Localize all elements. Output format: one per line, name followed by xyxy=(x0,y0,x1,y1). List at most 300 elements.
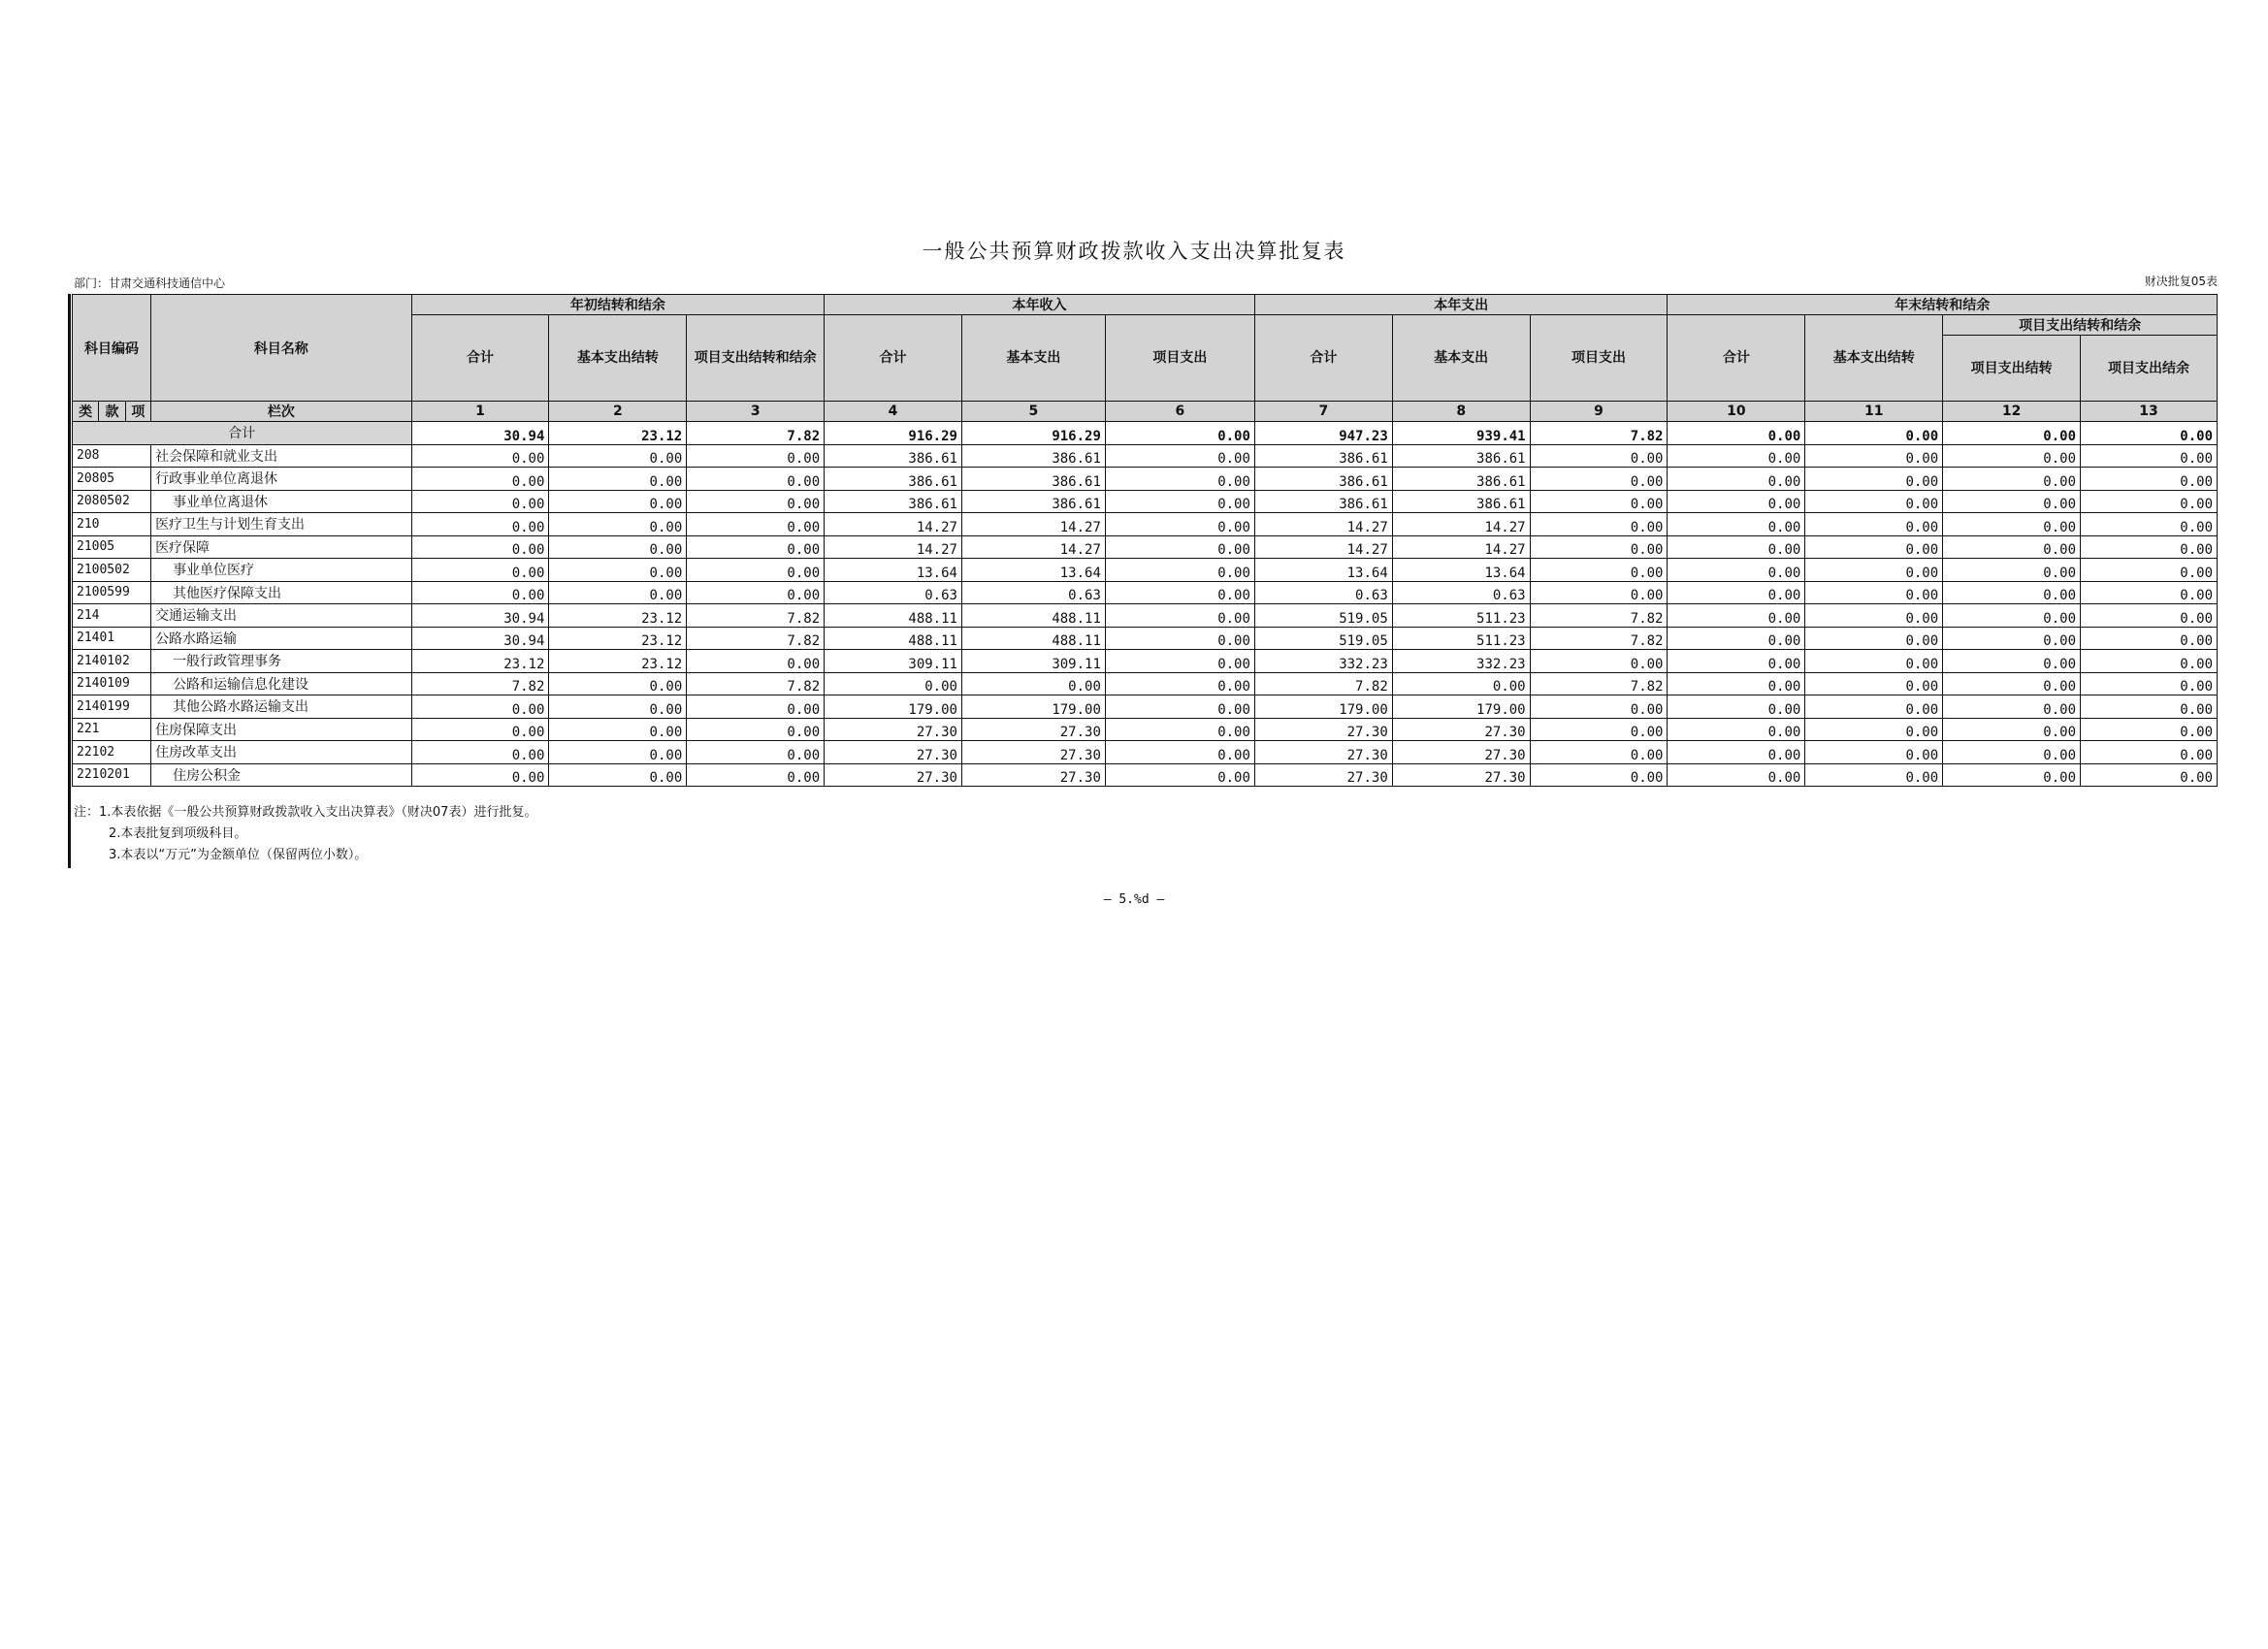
table-cell: 0.00 xyxy=(1668,604,1805,628)
table-cell: 0.00 xyxy=(1668,468,1805,491)
table-cell: 0.00 xyxy=(1530,581,1668,604)
table-row xyxy=(73,672,2218,695)
table-cell: 0.00 xyxy=(1105,468,1254,491)
table-cell: 27.30 xyxy=(961,741,1105,764)
table-cell: 0.00 xyxy=(549,581,687,604)
table-cell: 0.00 xyxy=(687,650,825,673)
table-row xyxy=(73,627,2218,650)
table-cell: 7.82 xyxy=(1530,604,1668,628)
col-index: 13 xyxy=(2081,402,2218,422)
opening-project-carry-header: 项目支出结转和结余 xyxy=(687,315,825,402)
table-cell: 179.00 xyxy=(1254,695,1392,719)
table-cell: 386.61 xyxy=(1392,468,1530,491)
table-cell: 0.00 xyxy=(1805,444,1943,468)
table-cell: 30.94 xyxy=(411,422,549,445)
table-cell: 0.00 xyxy=(2081,422,2218,445)
table-cell: 386.61 xyxy=(961,490,1105,513)
col-index: 7 xyxy=(1254,402,1392,422)
table-cell: 939.41 xyxy=(1392,422,1530,445)
subject-name: 一般行政管理事务 xyxy=(151,650,412,673)
table-cell: 0.00 xyxy=(1943,581,2081,604)
table-cell: 27.30 xyxy=(825,763,962,787)
subject-code: 221 xyxy=(73,718,151,741)
subject-name: 医疗保障 xyxy=(151,535,412,559)
table-cell: 0.00 xyxy=(549,695,687,719)
table-cell: 0.00 xyxy=(1668,581,1805,604)
table-cell: 7.82 xyxy=(687,672,825,695)
kuan-header: 款 xyxy=(99,402,125,422)
table-cell: 0.63 xyxy=(961,581,1105,604)
table-cell: 7.82 xyxy=(1530,627,1668,650)
subject-name: 公路水路运输 xyxy=(151,627,412,650)
table-cell: 0.00 xyxy=(1105,763,1254,787)
table-cell: 0.00 xyxy=(1105,718,1254,741)
table-cell: 0.00 xyxy=(687,535,825,559)
income-project-header: 项目支出 xyxy=(1105,315,1254,402)
table-cell: 0.00 xyxy=(549,444,687,468)
table-cell: 0.00 xyxy=(2081,468,2218,491)
table-cell: 0.00 xyxy=(1805,513,1943,536)
table-cell: 0.00 xyxy=(687,559,825,582)
table-cell: 0.00 xyxy=(1105,604,1254,628)
table-cell: 0.00 xyxy=(2081,741,2218,764)
table-cell: 386.61 xyxy=(961,444,1105,468)
lei-header: 类 xyxy=(73,402,99,422)
table-cell: 27.30 xyxy=(825,741,962,764)
table-cell: 0.00 xyxy=(2081,490,2218,513)
table-cell: 0.00 xyxy=(2081,695,2218,719)
table-cell: 386.61 xyxy=(1392,490,1530,513)
table-cell: 14.27 xyxy=(1254,535,1392,559)
subject-code: 2100502 xyxy=(73,559,151,582)
subject-name-header: 科目名称 xyxy=(151,295,412,402)
table-cell: 0.00 xyxy=(687,695,825,719)
table-cell: 0.00 xyxy=(1943,513,2081,536)
table-cell: 0.00 xyxy=(2081,513,2218,536)
table-row xyxy=(73,535,2218,559)
table-cell: 0.63 xyxy=(825,581,962,604)
table-row xyxy=(73,559,2218,582)
table-cell: 23.12 xyxy=(411,650,549,673)
table-cell: 179.00 xyxy=(1392,695,1530,719)
table-cell: 27.30 xyxy=(1254,763,1392,787)
table-cell: 27.30 xyxy=(1392,763,1530,787)
table-cell: 0.00 xyxy=(1943,422,2081,445)
col-index: 10 xyxy=(1668,402,1805,422)
table-cell: 13.64 xyxy=(1392,559,1530,582)
table-cell: 179.00 xyxy=(961,695,1105,719)
table-cell: 0.00 xyxy=(687,444,825,468)
table-cell: 309.11 xyxy=(961,650,1105,673)
table-row xyxy=(73,695,2218,719)
table-cell: 386.61 xyxy=(1254,468,1392,491)
table-cell: 0.00 xyxy=(1943,695,2081,719)
subject-code: 210 xyxy=(73,513,151,536)
table-cell: 386.61 xyxy=(825,490,962,513)
table-cell: 0.00 xyxy=(1668,490,1805,513)
table-cell: 519.05 xyxy=(1254,604,1392,628)
table-cell: 332.23 xyxy=(1392,650,1530,673)
table-cell: 309.11 xyxy=(825,650,962,673)
table-cell: 23.12 xyxy=(549,422,687,445)
table-cell: 0.00 xyxy=(549,468,687,491)
income-total-header: 合计 xyxy=(825,315,962,402)
table-cell: 27.30 xyxy=(1392,718,1530,741)
table-cell: 0.00 xyxy=(1105,741,1254,764)
subject-name: 事业单位离退休 xyxy=(151,490,412,513)
table-cell: 14.27 xyxy=(825,513,962,536)
table-cell: 386.61 xyxy=(961,468,1105,491)
closing-total-header: 合计 xyxy=(1668,315,1805,402)
subject-code: 2100599 xyxy=(73,581,151,604)
subject-code-header: 科目编码 xyxy=(73,295,151,402)
table-cell: 0.00 xyxy=(1668,422,1805,445)
table-cell: 0.00 xyxy=(1668,672,1805,695)
table-cell: 27.30 xyxy=(961,763,1105,787)
table-cell: 0.00 xyxy=(687,763,825,787)
table-cell: 0.00 xyxy=(1805,695,1943,719)
table-cell: 7.82 xyxy=(1254,672,1392,695)
subject-name: 社会保障和就业支出 xyxy=(151,444,412,468)
table-cell: 27.30 xyxy=(825,718,962,741)
table-cell: 0.00 xyxy=(1530,718,1668,741)
lanci-header: 栏次 xyxy=(151,402,412,422)
table-cell: 0.00 xyxy=(1943,741,2081,764)
table-row xyxy=(73,763,2218,787)
table-cell: 0.00 xyxy=(1943,650,2081,673)
table-cell: 0.00 xyxy=(411,718,549,741)
table-cell: 0.00 xyxy=(1530,468,1668,491)
page-title: 一般公共预算财政拨款收入支出决算批复表 xyxy=(922,240,1346,263)
table-cell: 0.00 xyxy=(549,535,687,559)
table-cell: 0.00 xyxy=(549,559,687,582)
table-cell: 0.00 xyxy=(1105,513,1254,536)
table-cell: 0.00 xyxy=(1668,444,1805,468)
table-cell: 0.00 xyxy=(1805,718,1943,741)
table-row xyxy=(73,650,2218,673)
table-cell: 0.00 xyxy=(1805,422,1943,445)
footnotes xyxy=(74,802,536,866)
subject-code: 2080502 xyxy=(73,490,151,513)
footnote: 注：1.本表依据《一般公共预算财政拨款收入支出决算表》（财决07表）进行批复。 xyxy=(74,805,537,820)
subject-name: 住房公积金 xyxy=(151,763,412,787)
table-cell: 0.00 xyxy=(411,468,549,491)
table-cell: 0.00 xyxy=(825,672,962,695)
table-cell: 0.00 xyxy=(2081,535,2218,559)
table-cell: 23.12 xyxy=(549,627,687,650)
total-row xyxy=(73,422,2218,445)
table-cell: 947.23 xyxy=(1254,422,1392,445)
table-cell: 0.00 xyxy=(411,513,549,536)
table-row xyxy=(73,741,2218,764)
col-index: 12 xyxy=(1943,402,2081,422)
table-cell: 0.00 xyxy=(1943,718,2081,741)
table-cell: 14.27 xyxy=(961,513,1105,536)
table-cell: 0.00 xyxy=(549,513,687,536)
table-cell: 7.82 xyxy=(687,422,825,445)
table-cell: 0.00 xyxy=(411,559,549,582)
table-cell: 7.82 xyxy=(687,604,825,628)
table-body xyxy=(73,422,2218,787)
table-cell: 0.00 xyxy=(1530,490,1668,513)
table-cell: 0.00 xyxy=(1105,650,1254,673)
col-index: 2 xyxy=(549,402,687,422)
table-row xyxy=(73,718,2218,741)
table-cell: 27.30 xyxy=(1254,741,1392,764)
table-cell: 0.00 xyxy=(1668,718,1805,741)
table-cell: 0.00 xyxy=(1105,627,1254,650)
table-cell: 23.12 xyxy=(549,604,687,628)
table-cell: 511.23 xyxy=(1392,604,1530,628)
table-cell: 14.27 xyxy=(1254,513,1392,536)
col-index: 5 xyxy=(961,402,1105,422)
table-cell: 179.00 xyxy=(825,695,962,719)
table-cell: 511.23 xyxy=(1392,627,1530,650)
table-cell: 0.00 xyxy=(411,444,549,468)
table-cell: 386.61 xyxy=(825,468,962,491)
annual-income-group: 本年收入 xyxy=(825,295,1255,315)
table-cell: 0.00 xyxy=(1668,695,1805,719)
table-cell: 7.82 xyxy=(687,627,825,650)
table-cell: 30.94 xyxy=(411,627,549,650)
table-cell: 30.94 xyxy=(411,604,549,628)
table-cell: 0.00 xyxy=(1668,741,1805,764)
table-cell: 0.63 xyxy=(1254,581,1392,604)
closing-project-group: 项目支出结转和结余 xyxy=(1943,315,2218,336)
table-cell: 0.00 xyxy=(1530,444,1668,468)
table-cell: 0.00 xyxy=(1805,650,1943,673)
footnote: 2.本表批复到项级科目。 xyxy=(109,826,247,841)
table-cell: 0.00 xyxy=(1530,513,1668,536)
subject-code: 214 xyxy=(73,604,151,628)
table-cell: 0.00 xyxy=(1530,741,1668,764)
table-cell: 14.27 xyxy=(961,535,1105,559)
subject-name: 其他公路水路运输支出 xyxy=(151,695,412,719)
table-cell: 14.27 xyxy=(1392,535,1530,559)
total-label: 合计 xyxy=(73,422,412,445)
subject-code: 2140102 xyxy=(73,650,151,673)
table-cell: 7.82 xyxy=(411,672,549,695)
table-cell: 386.61 xyxy=(1254,490,1392,513)
opening-total-header: 合计 xyxy=(411,315,549,402)
table-row xyxy=(73,444,2218,468)
subject-name: 事业单位医疗 xyxy=(151,559,412,582)
expense-total-header: 合计 xyxy=(1254,315,1392,402)
table-cell: 0.00 xyxy=(1805,741,1943,764)
table-cell: 916.29 xyxy=(825,422,962,445)
table-cell: 0.00 xyxy=(411,581,549,604)
table-row xyxy=(73,468,2218,491)
table-cell: 7.82 xyxy=(1530,672,1668,695)
table-cell: 14.27 xyxy=(825,535,962,559)
opening-basic-carry-header: 基本支出结转 xyxy=(549,315,687,402)
table-cell: 7.82 xyxy=(1530,422,1668,445)
table-cell: 0.00 xyxy=(2081,718,2218,741)
subject-code: 2210201 xyxy=(73,763,151,787)
table-cell: 0.00 xyxy=(1943,444,2081,468)
table-cell: 0.00 xyxy=(549,672,687,695)
table-cell: 0.00 xyxy=(1392,672,1530,695)
subject-name: 公路和运输信息化建设 xyxy=(151,672,412,695)
table-row xyxy=(73,604,2218,628)
table-cell: 0.00 xyxy=(687,741,825,764)
table-cell: 27.30 xyxy=(1392,741,1530,764)
table-cell: 0.00 xyxy=(1805,604,1943,628)
table-cell: 0.00 xyxy=(961,672,1105,695)
table-cell: 0.00 xyxy=(1105,444,1254,468)
table-row xyxy=(73,513,2218,536)
table-cell: 0.00 xyxy=(1943,672,2081,695)
page-number: — 5.%d — xyxy=(1103,892,1165,907)
table-cell: 27.30 xyxy=(1254,718,1392,741)
table-cell: 0.00 xyxy=(411,741,549,764)
table-cell: 27.30 xyxy=(961,718,1105,741)
subject-name: 住房改革支出 xyxy=(151,741,412,764)
table-cell: 0.63 xyxy=(1392,581,1530,604)
table-cell: 0.00 xyxy=(1105,581,1254,604)
table-cell: 0.00 xyxy=(1805,468,1943,491)
table-cell: 0.00 xyxy=(1530,763,1668,787)
table-cell: 0.00 xyxy=(2081,650,2218,673)
table-cell: 0.00 xyxy=(1943,604,2081,628)
footnote: 3.本表以“万元”为金额单位（保留两位小数）。 xyxy=(109,848,368,862)
table-cell: 0.00 xyxy=(411,763,549,787)
table-cell: 0.00 xyxy=(1943,627,2081,650)
table-cell: 0.00 xyxy=(687,581,825,604)
table-cell: 0.00 xyxy=(1668,535,1805,559)
table-cell: 0.00 xyxy=(1805,581,1943,604)
table-cell: 0.00 xyxy=(1805,559,1943,582)
table-cell: 0.00 xyxy=(411,535,549,559)
table-cell: 0.00 xyxy=(1805,490,1943,513)
table-cell: 0.00 xyxy=(1668,627,1805,650)
table-cell: 0.00 xyxy=(687,513,825,536)
table-cell: 0.00 xyxy=(1943,535,2081,559)
xiang-header: 项 xyxy=(125,402,150,422)
table-cell: 332.23 xyxy=(1254,650,1392,673)
table-cell: 0.00 xyxy=(1105,422,1254,445)
subject-name: 其他医疗保障支出 xyxy=(151,581,412,604)
expense-basic-header: 基本支出 xyxy=(1392,315,1530,402)
subject-code: 21401 xyxy=(73,627,151,650)
table-cell: 0.00 xyxy=(549,763,687,787)
table-cell: 0.00 xyxy=(1805,672,1943,695)
table-cell: 519.05 xyxy=(1254,627,1392,650)
subject-code: 2140199 xyxy=(73,695,151,719)
table-cell: 386.61 xyxy=(1392,444,1530,468)
col-index: 4 xyxy=(825,402,962,422)
expense-project-header: 项目支出 xyxy=(1530,315,1668,402)
table-cell: 0.00 xyxy=(549,490,687,513)
col-index: 8 xyxy=(1392,402,1530,422)
table-cell: 23.12 xyxy=(549,650,687,673)
annual-expense-group: 本年支出 xyxy=(1254,295,1668,315)
table-cell: 0.00 xyxy=(1105,695,1254,719)
table-cell: 488.11 xyxy=(825,627,962,650)
table-cell: 13.64 xyxy=(961,559,1105,582)
closing-project-surplus-header: 项目支出结余 xyxy=(2081,336,2218,402)
col-index: 9 xyxy=(1530,402,1668,422)
col-index: 1 xyxy=(411,402,549,422)
table-cell: 0.00 xyxy=(1805,535,1943,559)
form-code: 财决批复05表 xyxy=(2144,275,2218,288)
department-label: 部门：甘肃交通科技通信中心 xyxy=(74,276,226,290)
table-cell: 0.00 xyxy=(549,718,687,741)
table-cell: 0.00 xyxy=(1530,535,1668,559)
table-cell: 488.11 xyxy=(825,604,962,628)
table-cell: 13.64 xyxy=(825,559,962,582)
table-cell: 0.00 xyxy=(2081,581,2218,604)
table-cell: 0.00 xyxy=(2081,627,2218,650)
closing-balance-group: 年末结转和结余 xyxy=(1668,295,2218,315)
opening-balance-group: 年初结转和结余 xyxy=(411,295,825,315)
subject-code: 20805 xyxy=(73,468,151,491)
subject-code: 208 xyxy=(73,444,151,468)
table-cell: 0.00 xyxy=(1943,468,2081,491)
income-basic-header: 基本支出 xyxy=(961,315,1105,402)
table-cell: 0.00 xyxy=(411,695,549,719)
closing-basic-carry-header: 基本支出结转 xyxy=(1805,315,1943,402)
table-cell: 13.64 xyxy=(1254,559,1392,582)
table-cell: 0.00 xyxy=(1668,559,1805,582)
closing-project-carry-header: 项目支出结转 xyxy=(1943,336,2081,402)
table-cell: 0.00 xyxy=(687,490,825,513)
table-cell: 0.00 xyxy=(2081,444,2218,468)
table-row xyxy=(73,581,2218,604)
table-cell: 0.00 xyxy=(1105,535,1254,559)
table-cell: 0.00 xyxy=(1668,763,1805,787)
subject-name: 行政事业单位离退休 xyxy=(151,468,412,491)
table-cell: 0.00 xyxy=(1943,763,2081,787)
table-cell: 0.00 xyxy=(2081,672,2218,695)
scan-edge-line xyxy=(68,294,71,868)
table-cell: 0.00 xyxy=(687,468,825,491)
table-cell: 0.00 xyxy=(1805,763,1943,787)
table-cell: 0.00 xyxy=(1943,490,2081,513)
subject-name: 住房保障支出 xyxy=(151,718,412,741)
table-cell: 0.00 xyxy=(1668,650,1805,673)
table-cell: 916.29 xyxy=(961,422,1105,445)
table-cell: 0.00 xyxy=(549,741,687,764)
table-cell: 386.61 xyxy=(1254,444,1392,468)
table-cell: 0.00 xyxy=(1530,559,1668,582)
col-index: 3 xyxy=(687,402,825,422)
table-cell: 0.00 xyxy=(1530,650,1668,673)
table-cell: 0.00 xyxy=(1105,672,1254,695)
table-cell: 0.00 xyxy=(2081,604,2218,628)
table-cell: 0.00 xyxy=(1805,627,1943,650)
col-index: 6 xyxy=(1105,402,1254,422)
table-cell: 14.27 xyxy=(1392,513,1530,536)
table-cell: 0.00 xyxy=(1943,559,2081,582)
table-row xyxy=(73,490,2218,513)
table-cell: 0.00 xyxy=(1105,559,1254,582)
col-index: 11 xyxy=(1805,402,1943,422)
subject-name: 交通运输支出 xyxy=(151,604,412,628)
subject-code: 2140109 xyxy=(73,672,151,695)
table-cell: 0.00 xyxy=(2081,763,2218,787)
subject-name: 医疗卫生与计划生育支出 xyxy=(151,513,412,536)
table-cell: 488.11 xyxy=(961,604,1105,628)
subject-code: 21005 xyxy=(73,535,151,559)
table-cell: 0.00 xyxy=(2081,559,2218,582)
subject-code: 22102 xyxy=(73,741,151,764)
budget-table xyxy=(72,294,2218,787)
table-cell: 0.00 xyxy=(687,718,825,741)
table-cell: 0.00 xyxy=(1105,490,1254,513)
table-cell: 488.11 xyxy=(961,627,1105,650)
table-cell: 386.61 xyxy=(825,444,962,468)
